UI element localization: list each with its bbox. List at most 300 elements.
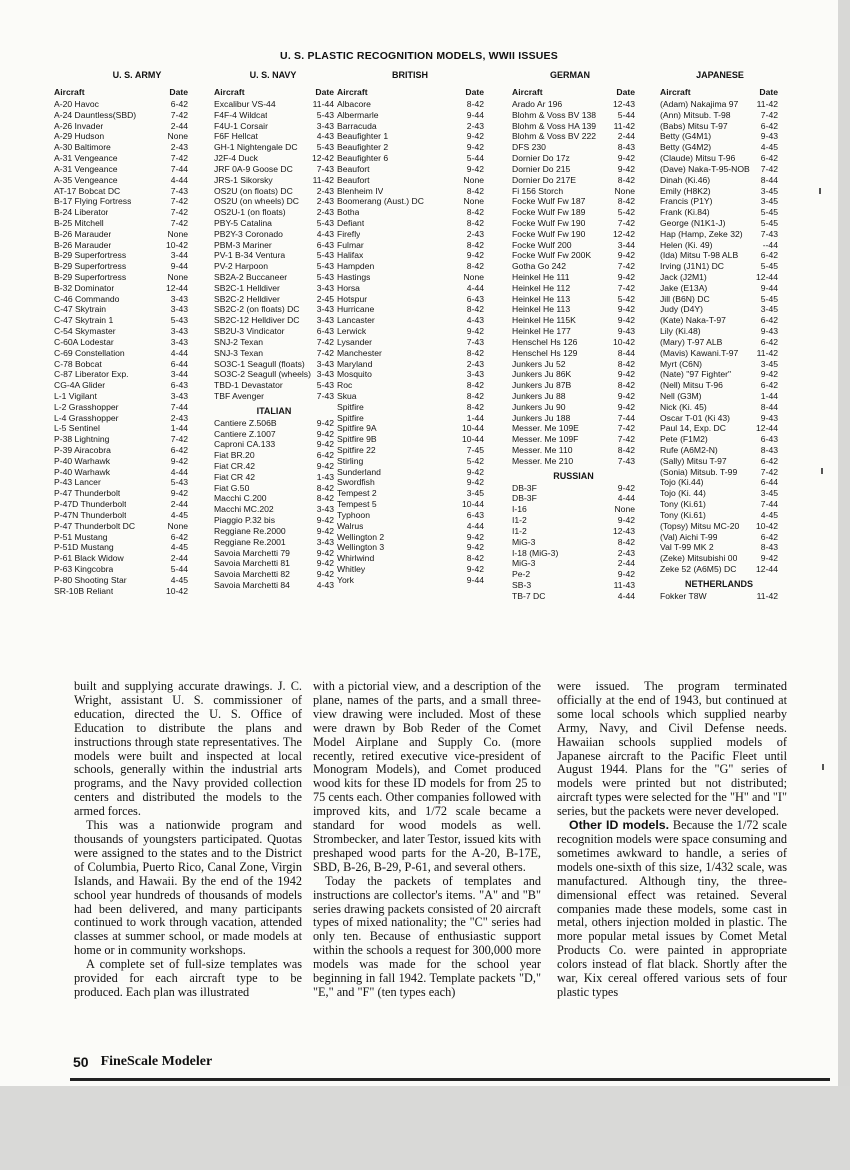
aircraft-name: Sunderland bbox=[337, 466, 381, 477]
aircraft-name: Cantiere Z.1007 bbox=[214, 428, 276, 439]
aircraft-name: P-47 Thunderbolt DC bbox=[54, 520, 136, 531]
aircraft-name: Piaggio P.32 bis bbox=[214, 515, 275, 526]
table-row bbox=[660, 294, 778, 305]
issue-date: 8-42 bbox=[466, 553, 484, 564]
issue-date: 9-42 bbox=[760, 553, 778, 564]
issue-date: 7-44 bbox=[170, 401, 188, 412]
issue-date: 9-42 bbox=[617, 401, 635, 412]
table-row bbox=[660, 142, 778, 153]
table-row bbox=[337, 283, 484, 294]
table-row bbox=[54, 196, 188, 207]
aircraft-name: C-47 Skytrain 1 bbox=[54, 315, 114, 326]
table-row bbox=[214, 537, 334, 548]
issue-date: 6-42 bbox=[760, 120, 778, 131]
table-row bbox=[214, 218, 334, 229]
aircraft-name: A-20 Havoc bbox=[54, 99, 99, 109]
issue-date: 9-42 bbox=[617, 369, 635, 380]
column-header-aircraft: Aircraft bbox=[337, 87, 368, 97]
issue-date: 6-42 bbox=[170, 531, 188, 542]
issue-date: 7-42 bbox=[760, 466, 778, 477]
aircraft-name: Henschel Hs 126 bbox=[512, 336, 578, 347]
aircraft-name: PV-2 Harpoon bbox=[214, 261, 268, 272]
aircraft-name: Nick (Ki. 45) bbox=[660, 401, 707, 412]
issue-date: 6-42 bbox=[760, 250, 778, 261]
article-paragraph: built and supplying accurate drawings. J. C. Wright, assistant U. S. commissioner of education, directed the U. S. Office of Education to distribute the plans and instructions through state representatives. The models were built and inspected at local schools, generally within the industrial arts programs, and the Navy provided collection centers and distributed the models to the armed forces. bbox=[74, 679, 302, 819]
aircraft-name: Myrt (C6N) bbox=[660, 358, 703, 369]
table-row bbox=[512, 131, 635, 142]
table-row bbox=[337, 186, 484, 197]
issue-date: 9-42 bbox=[466, 163, 484, 174]
table-row bbox=[54, 488, 188, 499]
issue-date: 12-42 bbox=[613, 228, 635, 239]
table-row bbox=[512, 164, 635, 175]
aircraft-name: Whirlwind bbox=[337, 553, 375, 564]
table-row bbox=[54, 294, 188, 305]
aircraft-name: Lerwick bbox=[337, 326, 367, 337]
issue-date: 5-43 bbox=[170, 315, 188, 326]
issue-date: 9-43 bbox=[760, 412, 778, 423]
issue-date: 9-42 bbox=[466, 131, 484, 142]
table-row bbox=[337, 380, 484, 391]
table-row bbox=[214, 175, 334, 186]
table-row bbox=[337, 553, 484, 564]
table-row bbox=[337, 164, 484, 175]
subsection-heading: RUSSIAN bbox=[553, 470, 594, 481]
issue-date: 7-44 bbox=[760, 499, 778, 510]
aircraft-name: Betty (G4M1) bbox=[660, 131, 712, 142]
table-row bbox=[54, 359, 188, 370]
aircraft-name: Jake (E13A) bbox=[660, 282, 708, 293]
aircraft-name: Fiat CR.42 bbox=[214, 461, 256, 471]
issue-date: 4-44 bbox=[617, 590, 635, 601]
issue-date: 9-43 bbox=[760, 131, 778, 142]
table-row bbox=[512, 434, 635, 445]
aircraft-name: A-31 Vengeance bbox=[54, 163, 118, 174]
issue-date: 5-45 bbox=[760, 293, 778, 304]
aircraft-name: Messer. Me 210 bbox=[512, 455, 574, 466]
table-row bbox=[214, 548, 334, 559]
aircraft-name: (Mary) T-97 ALB bbox=[660, 336, 723, 347]
aircraft-name: F4U-1 Corsair bbox=[214, 120, 268, 131]
issue-date: 7-43 bbox=[466, 336, 484, 347]
aircraft-name: B-17 Flying Fortress bbox=[54, 196, 132, 207]
aircraft-name: DB-3F bbox=[512, 482, 537, 493]
issue-date: 3-43 bbox=[316, 358, 334, 369]
table-row bbox=[660, 196, 778, 207]
article-column-2 bbox=[313, 680, 541, 1000]
aircraft-name: B-25 Mitchell bbox=[54, 217, 104, 228]
table-row bbox=[512, 261, 635, 272]
group-heading-german: GERMAN bbox=[550, 70, 590, 80]
table-row bbox=[54, 553, 188, 564]
issue-date: 8-42 bbox=[466, 380, 484, 391]
table-row bbox=[214, 580, 334, 591]
table-row bbox=[214, 391, 334, 402]
aircraft-name: Horsa bbox=[337, 282, 360, 293]
table-row bbox=[660, 369, 778, 380]
table-row bbox=[660, 391, 778, 402]
issue-date: 9-42 bbox=[316, 547, 334, 558]
aircraft-name: Heinkel He 115K bbox=[512, 315, 576, 326]
aircraft-name: Hastings bbox=[337, 272, 371, 282]
issue-date: None bbox=[167, 228, 188, 239]
group-heading-us-navy: U. S. NAVY bbox=[249, 70, 297, 80]
magazine-name: FineScale Modeler bbox=[100, 1054, 213, 1069]
issue-date: None bbox=[614, 185, 635, 196]
aircraft-name: Focke Wulf Fw 190 bbox=[512, 228, 586, 239]
table-row bbox=[54, 434, 188, 445]
table-row bbox=[660, 240, 778, 251]
aircraft-name: Firefly bbox=[337, 228, 361, 239]
table-row bbox=[214, 504, 334, 515]
aircraft-name: Boomerang (Aust.) DC bbox=[337, 196, 424, 207]
table-row bbox=[337, 521, 484, 532]
table-row bbox=[512, 526, 635, 537]
table-row bbox=[512, 483, 635, 494]
table-row bbox=[337, 532, 484, 543]
aircraft-name: York bbox=[337, 574, 354, 585]
issue-date: 8-42 bbox=[617, 358, 635, 369]
aircraft-name: Wellington 2 bbox=[337, 531, 385, 542]
issue-date: 7-45 bbox=[466, 445, 484, 455]
issue-date: 9-42 bbox=[466, 563, 484, 574]
table-row bbox=[214, 283, 334, 294]
aircraft-name: C-47 Skytrain bbox=[54, 304, 107, 315]
table-row bbox=[512, 558, 635, 569]
aircraft-name: Dinah (Ki.46) bbox=[660, 174, 711, 185]
aircraft-name: Junkers Ju 90 bbox=[512, 401, 566, 412]
aircraft-name: Irving (J1N1) DC bbox=[660, 261, 724, 272]
issue-date: 11-42 bbox=[756, 347, 778, 358]
table-row bbox=[512, 348, 635, 359]
issue-date: 9-42 bbox=[316, 525, 334, 536]
aircraft-name: Spitfire bbox=[337, 412, 364, 423]
table-row bbox=[214, 359, 334, 370]
aircraft-name: Rufe (A6M2-N) bbox=[660, 445, 718, 455]
issue-date: 10-44 bbox=[462, 423, 484, 434]
table-row bbox=[512, 240, 635, 251]
table-row bbox=[337, 499, 484, 510]
aircraft-name: SR-10B Reliant bbox=[54, 585, 114, 596]
issue-date: 5-43 bbox=[316, 261, 334, 272]
table-row bbox=[512, 591, 635, 602]
table-row bbox=[512, 186, 635, 197]
aircraft-name: PBY-5 Catalina bbox=[214, 217, 272, 228]
aircraft-name: Fulmar bbox=[337, 239, 364, 250]
aircraft-name: MiG-3 bbox=[512, 558, 536, 569]
aircraft-name: B-29 Superfortress bbox=[54, 272, 127, 282]
aircraft-name: Typhoon bbox=[337, 509, 370, 520]
aircraft-name: P-40 Warhawk bbox=[54, 466, 111, 477]
issue-date: 3-44 bbox=[170, 250, 188, 261]
issue-date: 4-44 bbox=[170, 347, 188, 358]
table-row bbox=[214, 142, 334, 153]
aircraft-name: SB2C-12 Helldiver DC bbox=[214, 315, 300, 326]
table-row bbox=[214, 558, 334, 569]
table-row bbox=[54, 348, 188, 359]
issue-date: 5-44 bbox=[170, 563, 188, 574]
issue-date: 6-43 bbox=[170, 380, 188, 391]
table-row bbox=[660, 591, 778, 602]
aircraft-name: Tojo (Ki.44) bbox=[660, 477, 704, 488]
issue-date: 6-43 bbox=[316, 326, 334, 337]
issue-date: --44 bbox=[762, 239, 778, 250]
aircraft-name: Tony (Ki.61) bbox=[660, 509, 706, 520]
aircraft-name: B-29 Superfortress bbox=[54, 250, 127, 261]
aircraft-name: Fokker T8W bbox=[660, 590, 707, 601]
table-row bbox=[660, 164, 778, 175]
aircraft-name: Savoia Marchetti 81 bbox=[214, 558, 290, 569]
aircraft-name: Beaufighter 2 bbox=[337, 142, 389, 153]
issue-date: 2-43 bbox=[466, 358, 484, 369]
aircraft-name: (Kate) Naka-T-97 bbox=[660, 315, 726, 326]
issue-date: 6-43 bbox=[316, 239, 334, 250]
issue-date: 9-44 bbox=[170, 261, 188, 272]
aircraft-name: Roc bbox=[337, 380, 353, 391]
issue-date: 9-42 bbox=[466, 477, 484, 488]
article-text: Because the 1/72 scale recognition models were space consuming and sometimes awkward to handle, a series of models one-sixth of this size, 1/432 scale, was manufactured. Although tiny, the three-dimensional effect was retained. Several companies made these models, some cast in metal, others injection molded in plastic. The more popular metal issues by Comet Metal Products Co. were painted in appropriate colors instead of flat black. Shortly after the war, Kix cereal offered various sets of four plastic types bbox=[557, 818, 787, 999]
aircraft-name: Lancaster bbox=[337, 315, 375, 326]
aircraft-name: Hap (Hamp, Zeke 32) bbox=[660, 228, 743, 239]
table-row bbox=[660, 175, 778, 186]
table-row bbox=[512, 337, 635, 348]
aircraft-name: P-40 Warhawk bbox=[54, 455, 111, 466]
issue-date: 3-43 bbox=[466, 369, 484, 380]
aircraft-name: Helen (Ki. 49) bbox=[660, 239, 713, 250]
table-row bbox=[660, 283, 778, 294]
issue-date: 9-43 bbox=[617, 326, 635, 337]
aircraft-name: SB2U-3 Vindicator bbox=[214, 326, 285, 337]
table-row bbox=[54, 586, 188, 597]
issue-date: 9-44 bbox=[760, 282, 778, 293]
table-row bbox=[337, 261, 484, 272]
aircraft-name: Francis (P1Y) bbox=[660, 196, 713, 207]
issue-date: None bbox=[167, 520, 188, 531]
issue-date: None bbox=[463, 196, 484, 207]
issue-date: 9-42 bbox=[466, 531, 484, 542]
aircraft-name: TB-7 DC bbox=[512, 590, 546, 601]
group-heading-british: BRITISH bbox=[392, 70, 428, 80]
issue-date: 5-43 bbox=[316, 142, 334, 153]
issue-date: 3-45 bbox=[760, 196, 778, 207]
table-row bbox=[512, 369, 635, 380]
aircraft-name: Oscar T-01 (Ki 43) bbox=[660, 412, 731, 423]
table-row bbox=[660, 304, 778, 315]
aircraft-name: Savoia Marchetti 84 bbox=[214, 579, 290, 590]
issue-date: 6-43 bbox=[466, 293, 484, 304]
aircraft-name: C-54 Skymaster bbox=[54, 326, 116, 337]
issue-date: 8-42 bbox=[617, 174, 635, 185]
issue-date: 5-42 bbox=[617, 207, 635, 218]
issue-date: 3-45 bbox=[466, 488, 484, 499]
scan-mark bbox=[819, 188, 821, 194]
aircraft-name: SO3C-2 Seagull (wheels) bbox=[214, 369, 311, 380]
aircraft-name: B-26 Marauder bbox=[54, 239, 112, 250]
issue-date: 8-42 bbox=[617, 445, 635, 455]
issue-date: 7-42 bbox=[316, 347, 334, 358]
column-header-aircraft: Aircraft bbox=[512, 87, 543, 97]
group-heading-us-army: U. S. ARMY bbox=[112, 70, 162, 80]
table-row bbox=[512, 218, 635, 229]
column-header-row bbox=[660, 86, 778, 99]
aircraft-name: Beaufighter 1 bbox=[337, 131, 389, 142]
table-row bbox=[214, 196, 334, 207]
issue-date: 2-43 bbox=[170, 142, 188, 153]
aircraft-name: Spitfire 22 bbox=[337, 445, 376, 455]
table-row bbox=[512, 504, 635, 515]
issue-date: 3-44 bbox=[617, 239, 635, 250]
table-row bbox=[54, 304, 188, 315]
table-row bbox=[660, 326, 778, 337]
issue-date: None bbox=[463, 174, 484, 185]
table-row bbox=[54, 283, 188, 294]
aircraft-name: Emily (H8K2) bbox=[660, 185, 711, 196]
table-row bbox=[214, 369, 334, 380]
issue-date: 5-43 bbox=[316, 109, 334, 120]
aircraft-name: SB-3 bbox=[512, 579, 532, 590]
aircraft-name: (Sally) Mitsu T-97 bbox=[660, 455, 727, 466]
table-row bbox=[337, 542, 484, 553]
issue-date: 10-42 bbox=[166, 239, 188, 250]
aircraft-name: TBF Avenger bbox=[214, 390, 264, 401]
issue-date: 8-43 bbox=[617, 142, 635, 153]
issue-date: 8-42 bbox=[316, 482, 334, 493]
table-row bbox=[660, 564, 778, 575]
table-row bbox=[512, 294, 635, 305]
table-row bbox=[54, 131, 188, 142]
table-row bbox=[660, 521, 778, 532]
table-row bbox=[337, 510, 484, 521]
table-row bbox=[214, 493, 334, 504]
aircraft-name: A-30 Baltimore bbox=[54, 142, 111, 153]
aircraft-name: Spitfire 9B bbox=[337, 434, 377, 445]
column-header-row bbox=[337, 86, 484, 99]
table-row bbox=[660, 153, 778, 164]
aircraft-name: Zeke 52 (A6M5) DC bbox=[660, 563, 737, 574]
table-row bbox=[660, 337, 778, 348]
issue-date: 7-42 bbox=[617, 423, 635, 434]
issue-date: 4-44 bbox=[170, 466, 188, 477]
aircraft-name: Tony (Ki.61) bbox=[660, 499, 706, 510]
table-row bbox=[214, 304, 334, 315]
issue-date: 6-44 bbox=[760, 477, 778, 488]
issue-date: 4-45 bbox=[170, 574, 188, 585]
aircraft-name: Dornier Do 215 bbox=[512, 163, 571, 174]
aircraft-name: Swordfish bbox=[337, 477, 375, 488]
aircraft-name: Pe-2 bbox=[512, 569, 531, 580]
table-row bbox=[54, 564, 188, 575]
aircraft-name: Focke Wulf Fw 187 bbox=[512, 196, 586, 207]
aircraft-name: George (N1K1-J) bbox=[660, 217, 726, 228]
issue-date: 8-42 bbox=[466, 207, 484, 218]
issue-date: 3-43 bbox=[316, 315, 334, 326]
group-heading-japanese: JAPANESE bbox=[696, 70, 744, 80]
issue-date: 3-45 bbox=[760, 185, 778, 196]
scan-mark bbox=[822, 764, 824, 770]
aircraft-name: Heinkel He 113 bbox=[512, 293, 571, 304]
issue-date: 7-42 bbox=[617, 261, 635, 272]
table-row bbox=[512, 175, 635, 186]
table-row bbox=[512, 272, 635, 283]
aircraft-name: (Claude) Mitsu T-96 bbox=[660, 153, 736, 164]
table-row bbox=[512, 315, 635, 326]
issue-date: 1-44 bbox=[466, 412, 484, 423]
aircraft-name: SNJ-2 Texan bbox=[214, 336, 264, 347]
table-column-british bbox=[337, 86, 484, 586]
table-row bbox=[214, 439, 334, 450]
aircraft-name: P-47N Thunderbolt bbox=[54, 509, 127, 520]
aircraft-name: Halifax bbox=[337, 250, 364, 261]
table-row bbox=[337, 99, 484, 110]
issue-date: 9-42 bbox=[466, 250, 484, 261]
aircraft-name: (Mavis) Kawani.T-97 bbox=[660, 347, 739, 358]
issue-date: 12-42 bbox=[312, 153, 334, 164]
table-row bbox=[214, 515, 334, 526]
issue-date: 3-45 bbox=[760, 358, 778, 369]
aircraft-name: P-80 Shooting Star bbox=[54, 574, 127, 585]
aircraft-name: L-5 Sentinel bbox=[54, 423, 100, 434]
issue-date: 5-43 bbox=[316, 250, 334, 261]
aircraft-name: Focke Wulf 200 bbox=[512, 239, 572, 250]
issue-date: 6-42 bbox=[760, 455, 778, 466]
table-row bbox=[660, 186, 778, 197]
aircraft-name: Whitley bbox=[337, 563, 366, 574]
aircraft-name: GH-1 Nightengale DC bbox=[214, 142, 298, 153]
table-row bbox=[214, 294, 334, 305]
aircraft-name: MiG-3 bbox=[512, 536, 536, 547]
aircraft-name: F4F-4 Wildcat bbox=[214, 109, 268, 120]
aircraft-name: Caproni CA.133 bbox=[214, 439, 276, 450]
article-column-1 bbox=[74, 680, 302, 1000]
table-row bbox=[337, 304, 484, 315]
issue-date: 7-42 bbox=[316, 336, 334, 347]
issue-date: 4-44 bbox=[170, 174, 188, 185]
issue-date: 7-43 bbox=[760, 228, 778, 239]
issue-date: 2-43 bbox=[466, 120, 484, 131]
issue-date: 2-45 bbox=[316, 293, 334, 304]
aircraft-name: Spitfire bbox=[337, 401, 364, 412]
table-row bbox=[660, 510, 778, 521]
table-row bbox=[660, 131, 778, 142]
issue-date: 4-43 bbox=[316, 579, 334, 590]
article-paragraph: Today the packets of templates and instructions are collector's items. "A" and "B" series drawing packets consisted of 20 aircraft types of mixed nationality; the "C" series had only ten. Because of enthusiastic support within the schools a request for 300,000 more models was made for the school year beginning in fall 1942. Template packets "D," "E," and "F" (ten types each) bbox=[313, 873, 541, 999]
issue-date: 4-43 bbox=[466, 315, 484, 326]
aircraft-name: Beaufort bbox=[337, 163, 370, 174]
issue-date: 9-42 bbox=[617, 315, 635, 326]
aircraft-name: (Sonia) Mitsub. T-99 bbox=[660, 466, 738, 477]
table-row bbox=[54, 467, 188, 478]
table-row bbox=[54, 315, 188, 326]
issue-date: 7-42 bbox=[170, 196, 188, 207]
table-row bbox=[337, 391, 484, 402]
issue-date: 9-42 bbox=[170, 488, 188, 499]
table-row bbox=[337, 402, 484, 413]
issue-date: 11-42 bbox=[312, 174, 334, 185]
issue-date: 3-45 bbox=[760, 488, 778, 499]
table-row bbox=[660, 272, 778, 283]
table-row bbox=[337, 477, 484, 488]
table-row bbox=[660, 229, 778, 240]
table-row bbox=[512, 445, 635, 456]
issue-date: 8-42 bbox=[466, 99, 484, 109]
issue-date: 8-42 bbox=[466, 390, 484, 401]
issue-date: 9-42 bbox=[617, 515, 635, 526]
aircraft-name: B-29 Superfortress bbox=[54, 261, 127, 272]
aircraft-name: (Dave) Naka-T-95-NOB bbox=[660, 163, 750, 174]
table-row bbox=[214, 526, 334, 537]
issue-date: 7-42 bbox=[760, 163, 778, 174]
aircraft-name: A-35 Vengeance bbox=[54, 174, 118, 185]
